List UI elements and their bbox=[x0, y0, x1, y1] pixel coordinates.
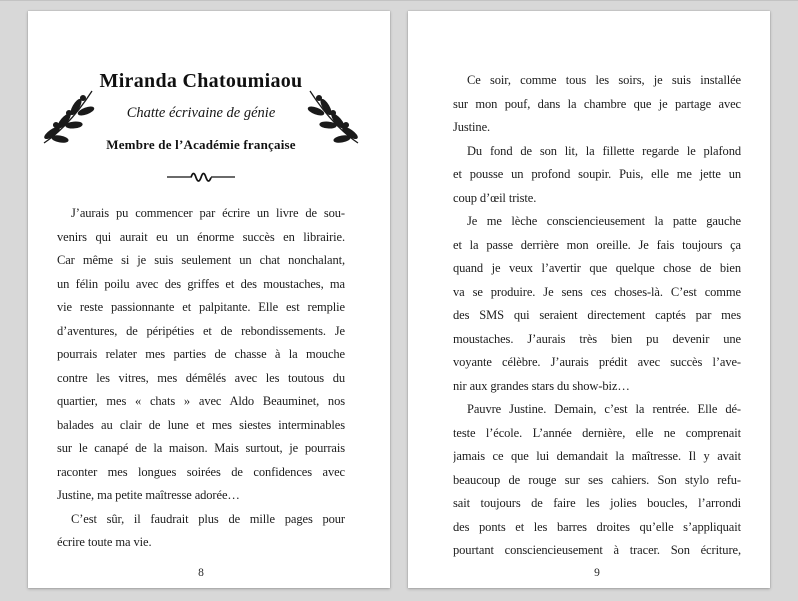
text-line: teste l’école. L’année dernière, elle ne comprenait bbox=[453, 425, 741, 440]
text-line: et la passe derrière mon oreille. Je fais toujours ça bbox=[453, 237, 741, 252]
author-title: Miranda Chatoumiaou bbox=[99, 70, 303, 92]
page-number-left: 8 bbox=[198, 567, 204, 579]
text-line: va se produire. Je sens ces choses-là. C’est comme bbox=[453, 284, 741, 299]
page-right bbox=[408, 11, 770, 588]
text-line: sait toujours de faire les jolies boucles, l’arrondi bbox=[453, 496, 741, 510]
text-line: moustaches. J’aurais très bien pu devenir une bbox=[453, 331, 741, 346]
squiggle-divider-icon bbox=[165, 167, 237, 185]
page-number-right: 9 bbox=[594, 567, 600, 579]
text-line: des SMS qui seraient directement captés par mes bbox=[453, 308, 741, 322]
text-line: sur le canapé de la maison. Mais surtout, je pourrais bbox=[57, 441, 345, 455]
page-left bbox=[28, 11, 390, 588]
text-line: Du fond de son lit, la fillette regarde le plafond bbox=[467, 143, 741, 158]
text-line: balades au clair de lune et mes siestes interminables bbox=[57, 417, 345, 432]
text-line: quand je veux l’avertir que quelque chose de bien bbox=[453, 261, 741, 275]
text-line: voyante célèbre. J’aurais prédit avec succès l’ave- bbox=[453, 355, 741, 369]
author-subtitle: Chatte écrivaine de génie bbox=[126, 105, 276, 121]
page-right-text bbox=[453, 69, 741, 563]
text-line: venirs qui aurait eu un énorme succès en librairie. bbox=[57, 229, 345, 244]
text-line: Justine, ma petite maîtresse adorée… bbox=[57, 488, 240, 502]
text-line: contre les vitres, mes démêlés avec les toutous du bbox=[57, 370, 345, 385]
text-line: J’aurais pu commencer par écrire un livre de sou- bbox=[71, 206, 345, 220]
text-line: C’est sûr, il faudrait plus de mille pages pour bbox=[71, 511, 345, 526]
text-line: quartier, mes « chats » avec Aldo Beauminet, nos bbox=[57, 394, 345, 408]
text-line: pourrais relater mes parties de chasse à la mouche bbox=[57, 347, 345, 361]
text-line: nir aux grandes stars du show-biz… bbox=[453, 378, 630, 393]
text-line: écrire toute ma vie. bbox=[57, 535, 152, 549]
text-line: Je me lèche consciencieusement la patte gauche bbox=[467, 214, 741, 228]
text-line: Ce soir, comme tous les soirs, je suis installée bbox=[467, 73, 741, 87]
text-line: vie reste passionnante et palpitante. Elle est remplie bbox=[57, 300, 345, 314]
text-line: des ponts et les barres droites qu’elle s’appliquait bbox=[453, 519, 741, 534]
text-line: pourtant consciencieusement à tracer. Son écriture, bbox=[453, 543, 741, 557]
text-line: beaucoup de rouge sur ses cahiers. Son stylo refu- bbox=[453, 472, 741, 487]
text-line: Pauvre Justine. Demain, c’est la rentrée. Elle dé- bbox=[467, 402, 741, 416]
text-line: Car même si je suis seulement un chat nonchalant, bbox=[57, 253, 345, 267]
text-line: coup d’œil triste. bbox=[453, 190, 537, 205]
text-line: raconter mes longues soirées de confidences avec bbox=[57, 464, 345, 479]
text-line: d’aventures, de péripéties et de rebondissements. Je bbox=[57, 323, 345, 338]
page-left-text bbox=[57, 202, 345, 555]
text-line: un félin poilu avec des griffes et des moustaches, ma bbox=[57, 276, 345, 291]
text-line: sur mon pouf, dans la chambre que je partage avec bbox=[453, 96, 741, 111]
text-line: et pousse un profond soupir. Puis, elle me jette un bbox=[453, 167, 741, 181]
text-line: Justine. bbox=[453, 120, 491, 134]
author-affiliation: Membre de l’Académie française bbox=[106, 137, 296, 152]
text-line: jamais ce que lui demandait la maîtresse. Il y avait bbox=[453, 449, 741, 463]
